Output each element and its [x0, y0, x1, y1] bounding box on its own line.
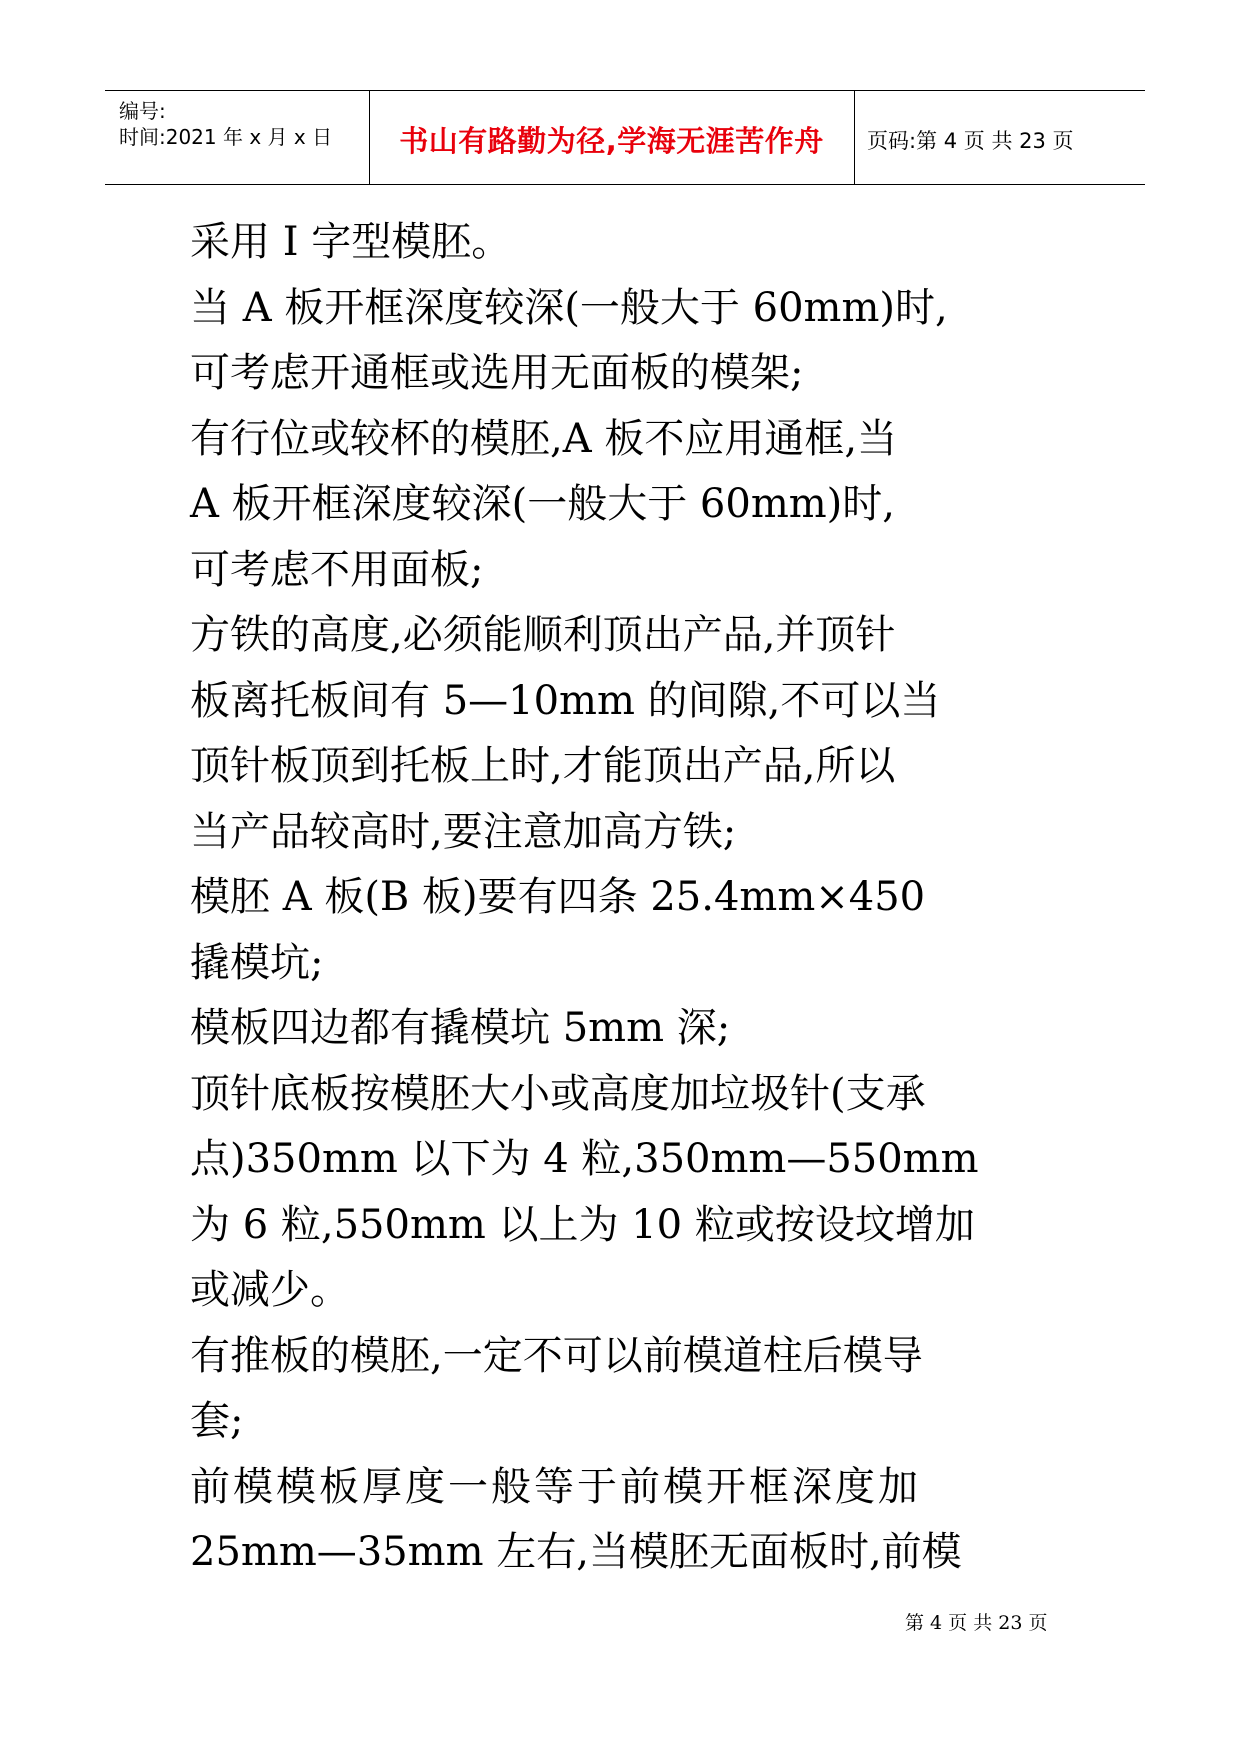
body-line: 有推板的模胚,一定不可以前模道柱后模导 [190, 1332, 923, 1379]
body-line: 撬模坑; [190, 939, 324, 986]
header-page-label: 页码:第 4 页 共 23 页 [867, 129, 1074, 153]
header-motto: 书山有路勤为径,学海无涯苦作舟 [399, 124, 824, 158]
time-label: 时间:2021 年 x 月 x 日 [119, 125, 333, 149]
body-line: 当 A 板开框深度较深(一般大于 60mm)时, [190, 284, 948, 331]
body-line: 可考虑不用面板; [190, 546, 484, 593]
body-line: 25mm—35mm 左右,当模胚无面板时,前模 [190, 1529, 962, 1575]
body-line: 或减少。 [190, 1267, 350, 1313]
body-line: 点)350mm 以下为 4 粒,350mm—550mm [190, 1136, 979, 1182]
body-line: 方铁的高度,必须能顺利顶出产品,并顶针 [190, 612, 896, 658]
header-middle-cell [369, 91, 855, 184]
body-line: A 板开框深度较深(一般大于 60mm)时, [190, 481, 895, 527]
body-line: 有行位或较杯的模胚,A 板不应用通框,当 [190, 415, 898, 462]
body-line: 模板四边都有撬模坑 5mm 深; [190, 1005, 731, 1051]
body-line: 顶针板顶到托板上时,才能顶出产品,所以 [190, 743, 896, 789]
page-footer: 第 4 页 共 23 页 [905, 1612, 1048, 1634]
body-line: 模胚 A 板(B 板)要有四条 25.4mm×450 [190, 874, 926, 920]
number-label: 编号: [119, 99, 166, 123]
body-line: 板离托板间有 5—10mm 的间隙,不可以当 [190, 677, 941, 724]
document-header [105, 90, 1145, 185]
body-line: 可考虑开通框或选用无面板的模架; [190, 350, 804, 396]
body-line: 顶针底板按模胚大小或高度加垃圾针(支承 [190, 1070, 926, 1117]
body-line: 为 6 粒,550mm 以上为 10 粒或按设坟增加 [190, 1201, 975, 1248]
body-line: 当产品较高时,要注意加高方铁; [190, 808, 737, 855]
body-line: 前模模板厚度一般等于前模开框深度加 [190, 1463, 921, 1510]
document-body [190, 210, 1060, 1586]
header-right-cell [855, 91, 1145, 184]
header-left-cell [105, 91, 370, 184]
body-line: 套; [190, 1398, 244, 1444]
body-line: 采用 I 字型模胚。 [190, 219, 512, 265]
